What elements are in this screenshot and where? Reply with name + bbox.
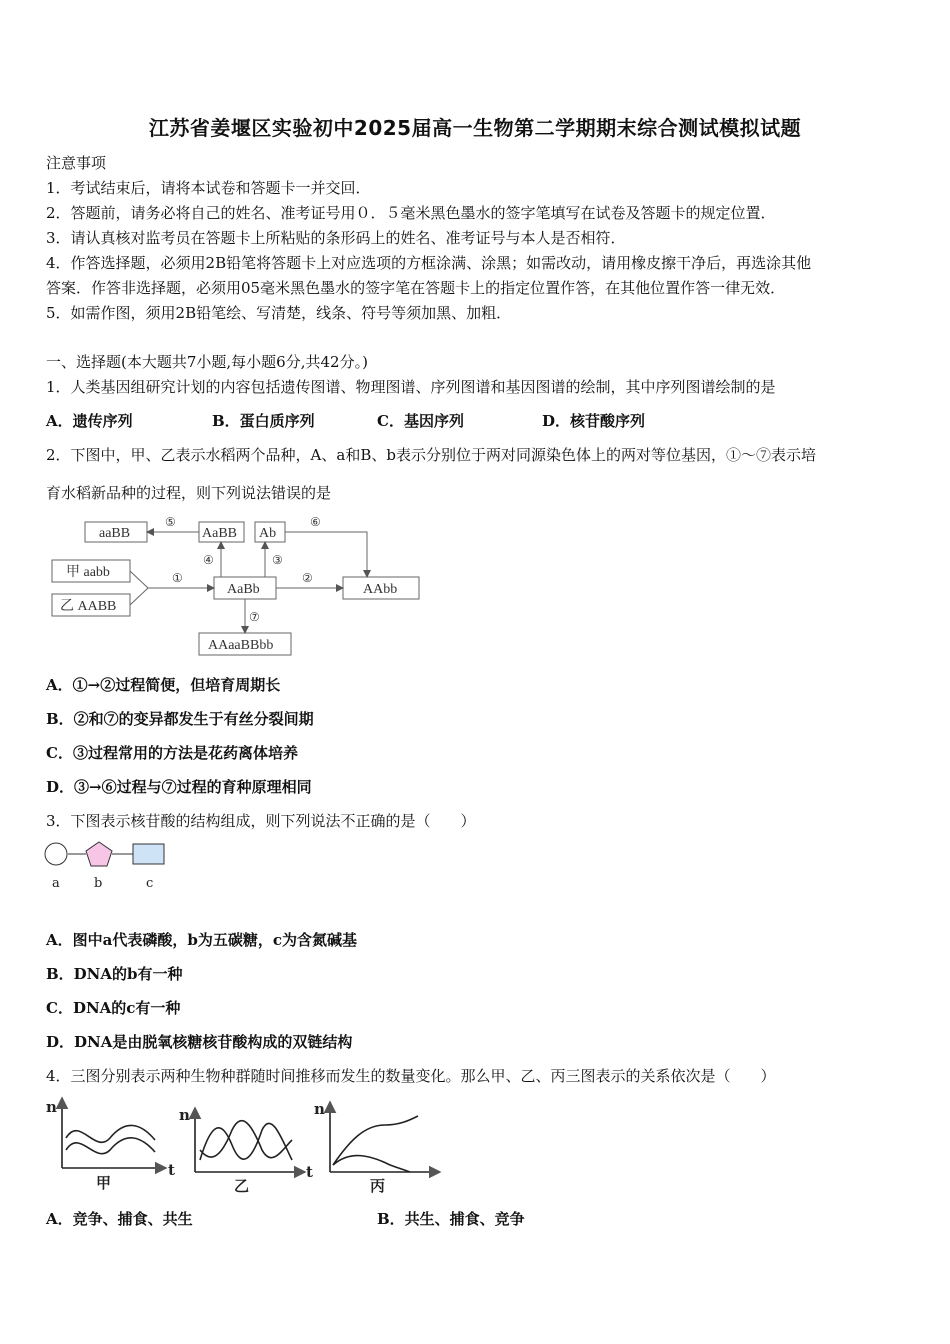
q3-option-a: A．图中a代表磷酸，b为五碳糖，c为含氮碱基 <box>46 931 357 949</box>
label-aaBB: aaBB <box>99 526 131 541</box>
curve-jia-1 <box>66 1125 155 1142</box>
step-5: ⑤ <box>165 515 176 529</box>
label-AaBb: AaBb <box>227 582 260 597</box>
notice-item: 答案．作答非选择题，必须用05毫米黑色墨水的签字笔在答题卡上的指定位置作答，在其他位置作答一律无效． <box>46 279 786 297</box>
q2-option-d: D．③→⑥过程与⑦过程的育种原理相同 <box>46 778 312 796</box>
q1-option-d: D．核苷酸序列 <box>542 412 646 430</box>
label-t-jia: t <box>168 1161 175 1179</box>
graph-name-jia: 甲 <box>96 1174 112 1192</box>
label-t-yi: t <box>306 1163 313 1181</box>
label-c: c <box>146 876 154 891</box>
label-AAbb: AAbb <box>363 582 398 597</box>
notice-heading: 注意事项 <box>46 154 107 172</box>
q1-option-c: C．基因序列 <box>377 412 464 430</box>
graph-name-bing: 丙 <box>370 1177 386 1195</box>
graph-name-yi: 乙 <box>234 1177 250 1195</box>
base-square <box>133 844 164 864</box>
q3-option-c: C．DNA的c有一种 <box>46 999 181 1017</box>
label-n-jia: n <box>46 1098 57 1116</box>
q1-option-b: B．蛋白质序列 <box>212 412 315 430</box>
q4-option-b: B．共生、捕食、竞争 <box>377 1210 525 1228</box>
label-Ab: Ab <box>259 526 277 541</box>
notice-item: 4．作答选择题，必须用2B铅笔将答题卡上对应选项的方框涂满、涂黑；如需改动，请用橡皮擦干净后，再选涂其他 <box>46 254 812 272</box>
q2-option-a: A．①→②过程简便，但培育周期长 <box>46 676 281 694</box>
q3-option-b: B．DNA的b有一种 <box>46 965 183 983</box>
label-n-bing: n <box>314 1100 325 1118</box>
step-7: ⑦ <box>249 610 260 624</box>
step-3: ③ <box>272 553 283 567</box>
curve-yi-2 <box>200 1121 292 1158</box>
label-b: b <box>94 876 103 891</box>
q2-option-b: B．②和⑦的变异都发生于有丝分裂间期 <box>46 710 314 728</box>
label-AaBB: AaBB <box>202 526 237 541</box>
label-jia: 甲 aabb <box>66 565 110 580</box>
q2-stem-line1: 2．下图中，甲、乙表示水稻两个品种，A、a和B、b表示分别位于两对同源染色体上的两对等位基因，①～⑦表示培 <box>46 446 816 464</box>
q1-option-a: A．遗传序列 <box>46 412 133 430</box>
curve-jia-2 <box>66 1138 155 1154</box>
population-graphs <box>62 1098 440 1172</box>
sugar-pentagon <box>86 842 112 866</box>
step-2: ② <box>302 571 313 585</box>
notice-item: 5．如需作图，须用2B铅笔绘、写清楚，线条、符号等须加黑、加粗． <box>46 304 512 322</box>
q3-stem: 3．下图表示核苷酸的结构组成，则下列说法不正确的是（ ） <box>46 812 476 830</box>
notice-item: 2．答题前，请务必将自己的姓名、准考证号用０．５毫米黑色墨水的签字笔填写在试卷及答题卡的规定位置． <box>46 204 776 222</box>
nucleotide-figure <box>45 842 164 891</box>
q2-option-c: C．③过程常用的方法是花药离体培养 <box>46 744 298 762</box>
phosphate-circle <box>45 843 67 865</box>
q3-option-d: D．DNA是由脱氧核糖核苷酸构成的双链结构 <box>46 1033 353 1051</box>
step-4: ④ <box>203 553 214 567</box>
q4-stem: 4．三图分别表示两种生物种群随时间推移而发生的数量变化。那么甲、乙、丙三图表示的关系依次是（ ） <box>46 1067 776 1085</box>
q2-stem-line2: 育水稻新品种的过程，则下列说法错误的是 <box>46 484 332 502</box>
label-n-yi: n <box>179 1106 190 1124</box>
step-6: ⑥ <box>310 515 321 529</box>
q1-stem: 1．人类基因组研究计划的内容包括遗传图谱、物理图谱、序列图谱和基因图谱的绘制，其中序列图谱绘制的是 <box>46 378 776 396</box>
curve-bing-2 <box>333 1156 410 1172</box>
step-1: ① <box>172 571 183 585</box>
label-AAaaBBbb: AAaaBBbb <box>208 638 274 653</box>
q4-option-a: A．竞争、捕食、共生 <box>46 1210 193 1228</box>
section-heading: 一、选择题(本大题共7小题,每小题6分,共42分。) <box>46 353 368 371</box>
label-a: a <box>52 876 60 891</box>
notice-item: 1．考试结束后，请将本试卷和答题卡一并交回． <box>46 179 371 197</box>
label-yi: 乙 AABB <box>60 599 117 614</box>
page-title: 江苏省姜堰区实验初中2025届高一生物第二学期期末综合测试模拟试题 <box>148 116 802 140</box>
notice-item: 3．请认真核对监考员在答题卡上所粘贴的条形码上的姓名、准考证号与本人是否相符． <box>46 229 626 247</box>
